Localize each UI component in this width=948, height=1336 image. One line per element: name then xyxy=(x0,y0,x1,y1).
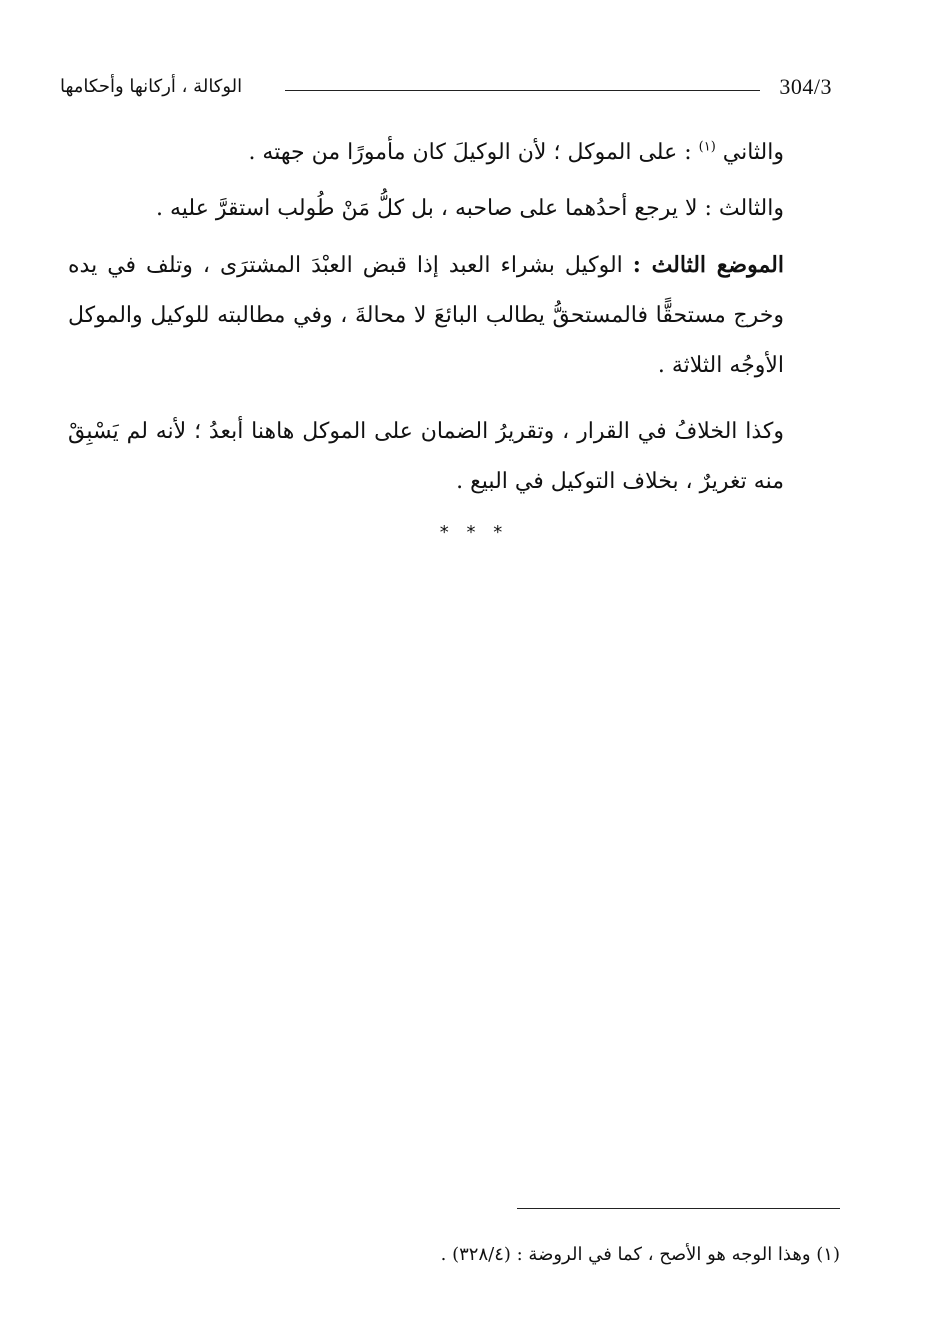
section-heading-third-case: الموضع الثالث : xyxy=(632,252,784,278)
main-text xyxy=(68,128,784,507)
paragraph-second-opinion-start: والثاني xyxy=(715,140,784,165)
paragraph-second-opinion-rest: : على الموكل ؛ لأن الوكيلَ كان مأمورًا من جهته . xyxy=(248,140,699,165)
header-rule xyxy=(285,90,760,91)
page-header xyxy=(60,70,840,110)
footnote: (١) وهذا الوجه هو الأصح ، كما في الروضة : (٣٢٨/٤) . xyxy=(440,1244,840,1265)
paragraph-third-opinion: والثالث : لا يرجع أحدُهما على صاحبه ، بل كلُّ مَنْ طُولب استقرَّ عليه . xyxy=(156,196,784,221)
paragraph-third-case xyxy=(68,240,784,391)
paragraph-dispute: وكذا الخلافُ في القرار ، وتقريرُ الضمان على الموكل هاهنا أبعدُ ؛ لأنه لم يَسْبِقْ منه تغريرٌ ، بخلاف التوكيل في البيع . xyxy=(68,419,784,494)
page-number: 304/3 xyxy=(779,74,832,99)
paragraph-second-opinion xyxy=(68,128,784,178)
section-separator: * * * xyxy=(439,522,509,543)
footnote-reference: (١) xyxy=(698,139,716,155)
footnote-rule xyxy=(517,1208,840,1209)
paragraph-third-case-text: الوكيل بشراء العبد إذا قبض العبْدَ المشترَى ، وتلف في يده وخرج مستحقًّا فالمستحقُّ يطالب البائعَ لا محالةَ ، وفي مطالبته للوكيل والموكل الأوجُه الثلاثة . xyxy=(68,253,784,378)
running-title: الوكالة ، أركانها وأحكامها xyxy=(60,76,243,97)
